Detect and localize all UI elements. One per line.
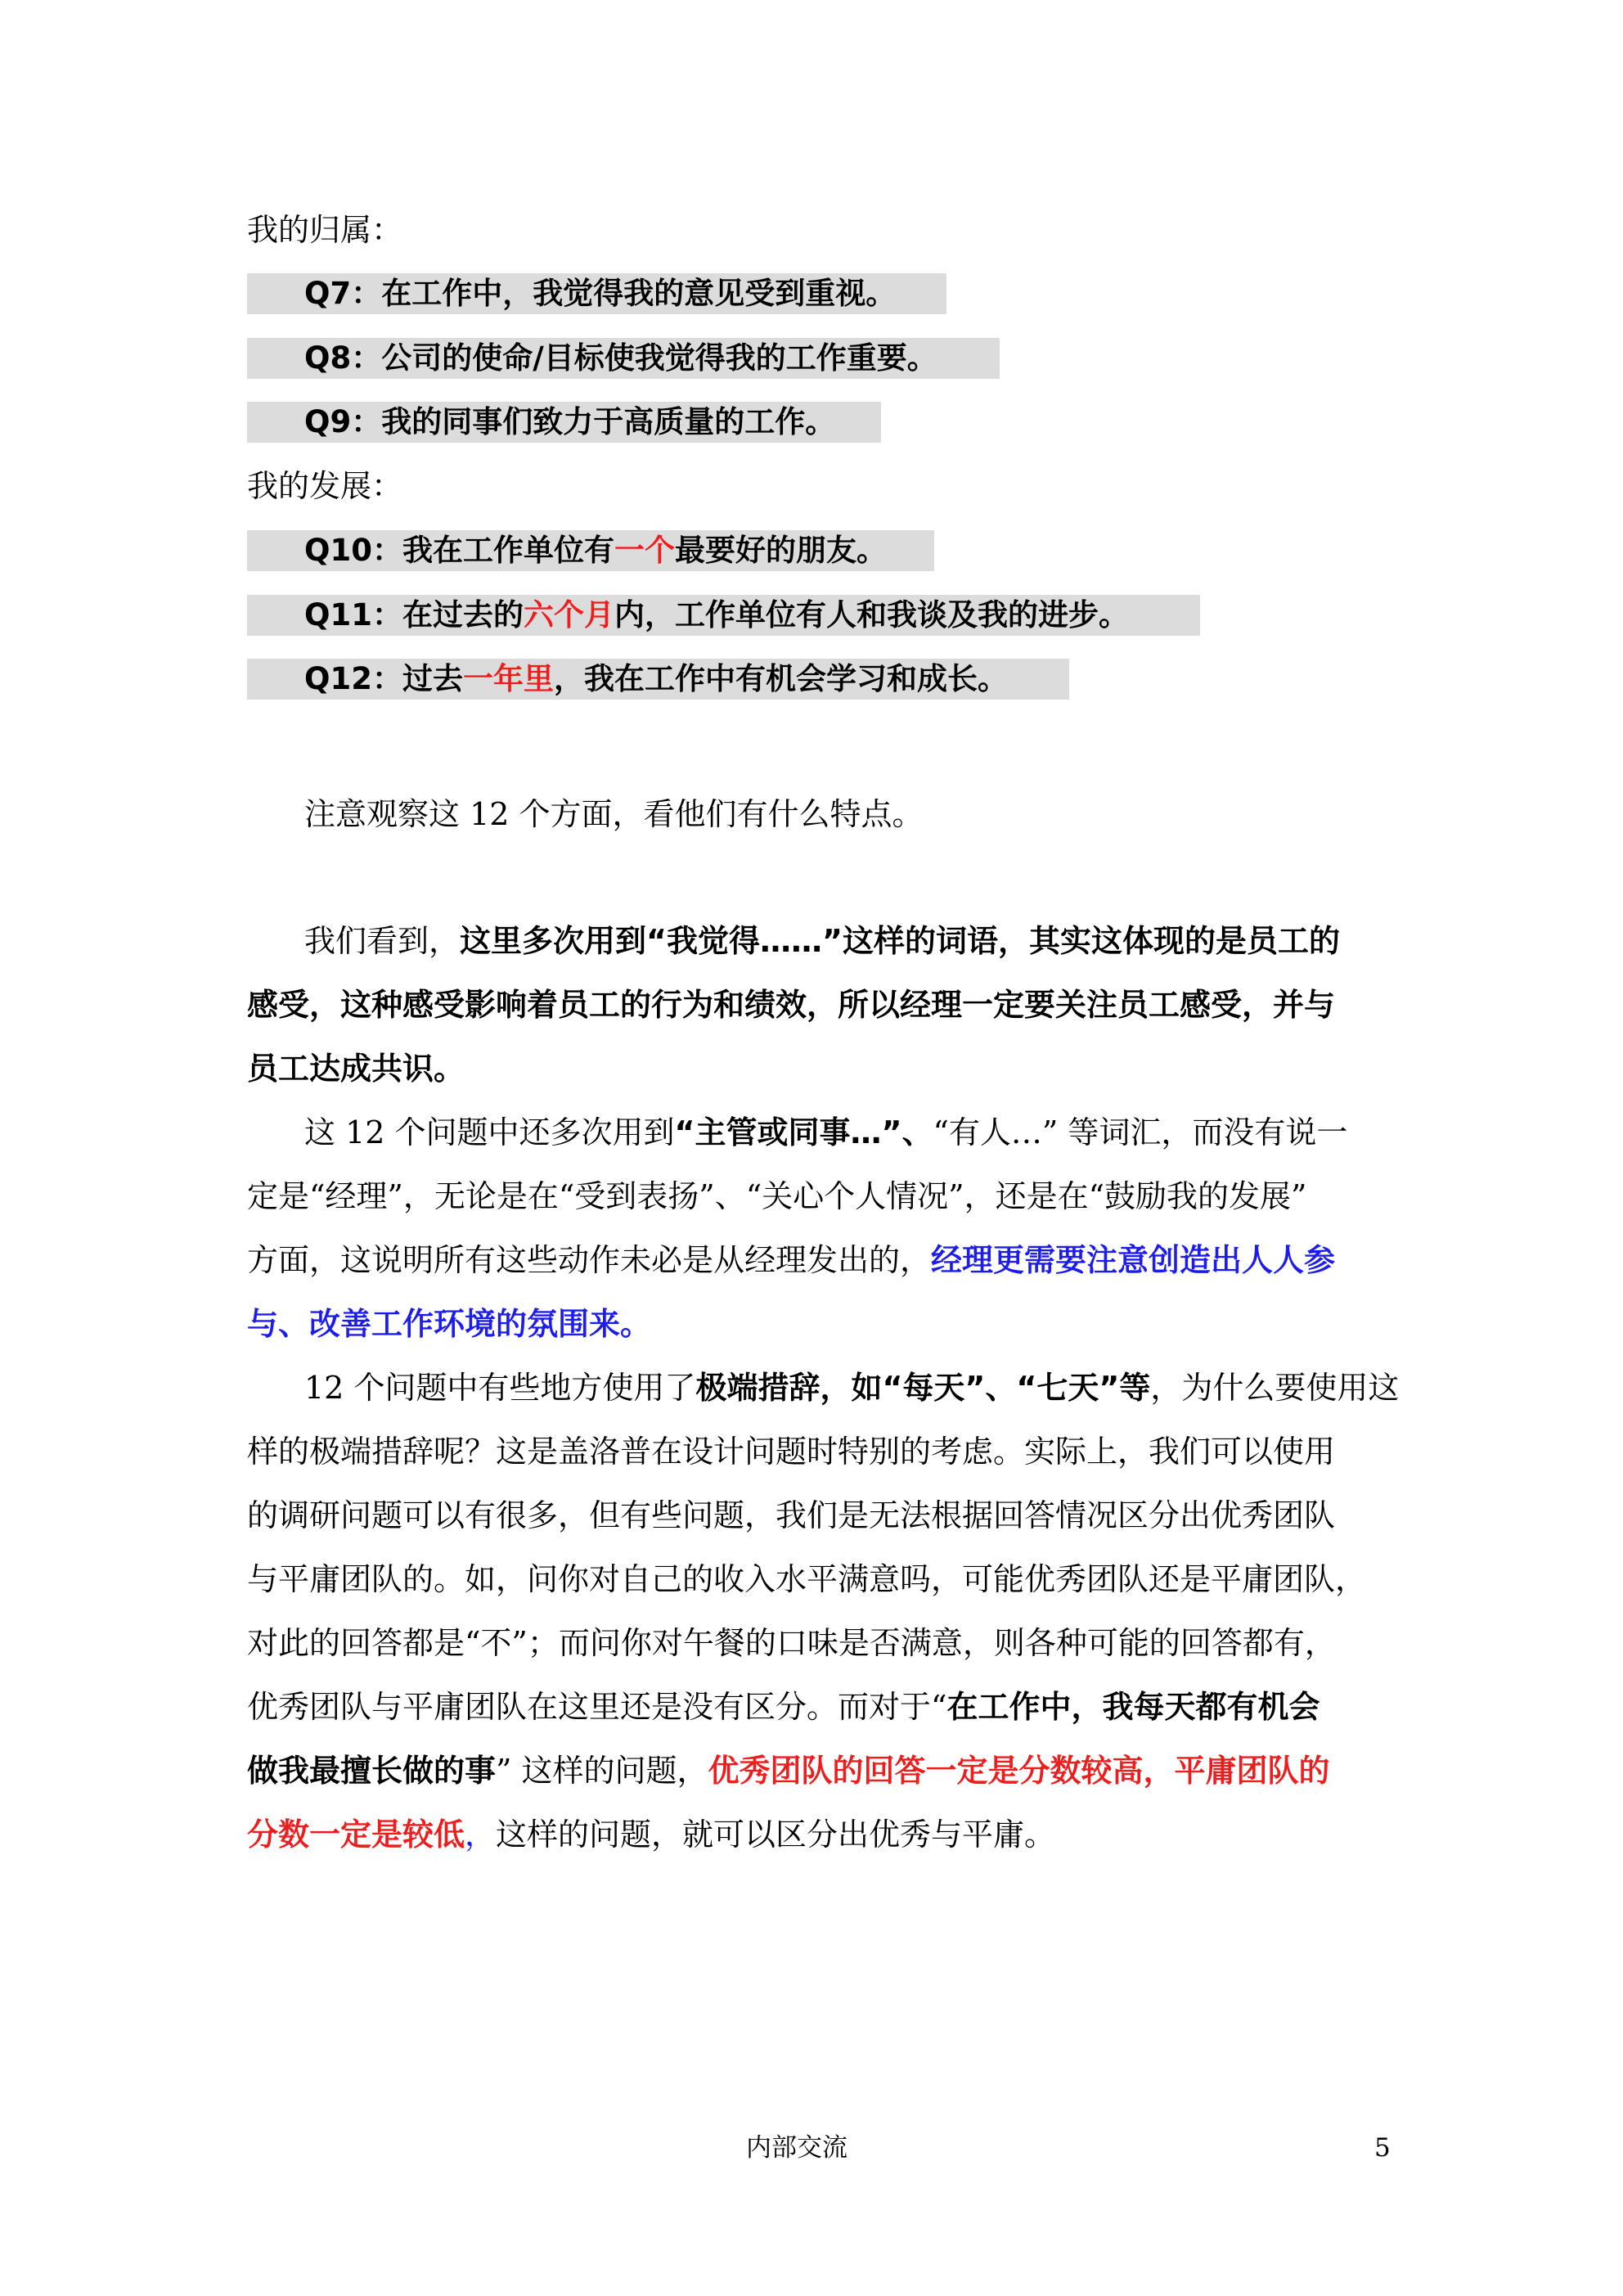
p3-line3-start: 方面，这说明所有这些动作未必是从经理发出的，: [247, 1242, 932, 1278]
question-q12: [247, 659, 1069, 700]
p4-line8-red: 分数一定是较低: [247, 1817, 465, 1853]
section-label-development: 我的发展：: [247, 468, 403, 504]
page-number: 5: [1374, 2133, 1391, 2163]
q11-text: Q11：在过去的: [304, 597, 524, 633]
q11-highlight: 六个月: [523, 597, 614, 633]
p2-line3: 员工达成共识。: [247, 1051, 465, 1087]
question-q8: Q8：公司的使命/目标使我觉得我的工作重要。: [247, 338, 1000, 379]
footer-label: 内部交流: [746, 2133, 847, 2163]
p4-line5: 对此的回答都是“不”；而问你对午餐的口味是否满意，则各种可能的回答都有，: [247, 1625, 1336, 1661]
p4-line4: 与平庸团队的。如，问你对自己的收入水平满意吗，可能优秀团队还是平庸团队，: [247, 1561, 1367, 1597]
p2-line1-bold: 这里多次用到“我觉得……”这样的词语，其实这体现的是员工的: [460, 923, 1340, 959]
paragraph-extreme-wording: [247, 1356, 1400, 1866]
p4-line7-bold: 做我最擅长做的事: [247, 1753, 497, 1789]
p4-line7-red: 优秀团队的回答一定是分数较高，平庸团队的: [708, 1753, 1330, 1789]
p2-line1-start: 我们看到，: [304, 923, 461, 959]
p3-line3-blue: 经理更需要注意创造出人人参: [931, 1242, 1336, 1278]
q11-text-end: 内，工作单位有人和我谈及我的进步。: [614, 597, 1129, 633]
q10-text-end: 最要好的朋友。: [674, 533, 887, 568]
question-q7: Q7：在工作中，我觉得我的意见受到重视。: [247, 273, 946, 314]
p4-line1-end: ，为什么要使用这: [1150, 1370, 1400, 1406]
question-q9: Q9：我的同事们致力于高质量的工作。: [247, 402, 881, 443]
p4-line3: 的调研问题可以有很多，但有些问题，我们是无法根据回答情况区分出优秀团队: [247, 1497, 1336, 1533]
q12-text-end: ，我在工作中有机会学习和成长。: [553, 661, 1008, 696]
p3-line2: 定是“经理”，无论是在“受到表扬”、“关心个人情况”，还是在“鼓励我的发展”: [247, 1178, 1307, 1214]
paragraph-feelings: [247, 909, 1392, 1101]
p4-line6-bold: 在工作中，我每天都有机会: [946, 1689, 1320, 1725]
paragraph-supervisor: [247, 1101, 1392, 1356]
p2-line2: 感受，这种感受影响着员工的行为和绩效，所以经理一定要关注员工感受，并与: [247, 987, 1336, 1023]
paragraph-observe: [247, 782, 1392, 846]
p4-line8-end: 这样的问题，就可以区分出优秀与平庸。: [496, 1817, 1056, 1853]
p4-line8-comma: ，: [465, 1817, 497, 1853]
paragraph-observe-text: 注意观察这 12 个方面，看他们有什么特点。: [304, 796, 924, 832]
section-label-belonging: 我的归属：: [247, 212, 403, 248]
p4-line2: 样的极端措辞呢？这是盖洛普在设计问题时特别的考虑。实际上，我们可以使用: [247, 1434, 1336, 1470]
p4-line6-start: 优秀团队与平庸团队在这里还是没有区分。而对于“: [247, 1689, 947, 1725]
p4-line1-bold: 极端措辞，如“每天”、“七天”等: [695, 1370, 1151, 1406]
question-q10: [247, 530, 934, 571]
q12-text: Q12：过去: [304, 661, 463, 696]
q12-highlight: 一年里: [462, 661, 554, 696]
p3-line1-bold: “主管或同事…”、: [674, 1114, 933, 1150]
q10-text: Q10：我在工作单位有: [304, 533, 614, 568]
p3-line1-end: “有人…” 等词汇，而没有说一: [933, 1114, 1348, 1150]
p4-line1-start: 12 个问题中有些地方使用了: [304, 1370, 696, 1406]
p3-line4-blue: 与、改善工作环境的氛围来。: [247, 1306, 652, 1342]
p4-line7-mid: ” 这样的问题，: [496, 1753, 708, 1789]
q10-highlight: 一个: [614, 533, 675, 568]
question-q11: [247, 595, 1200, 636]
p3-line1-start: 这 12 个问题中还多次用到: [304, 1114, 675, 1150]
